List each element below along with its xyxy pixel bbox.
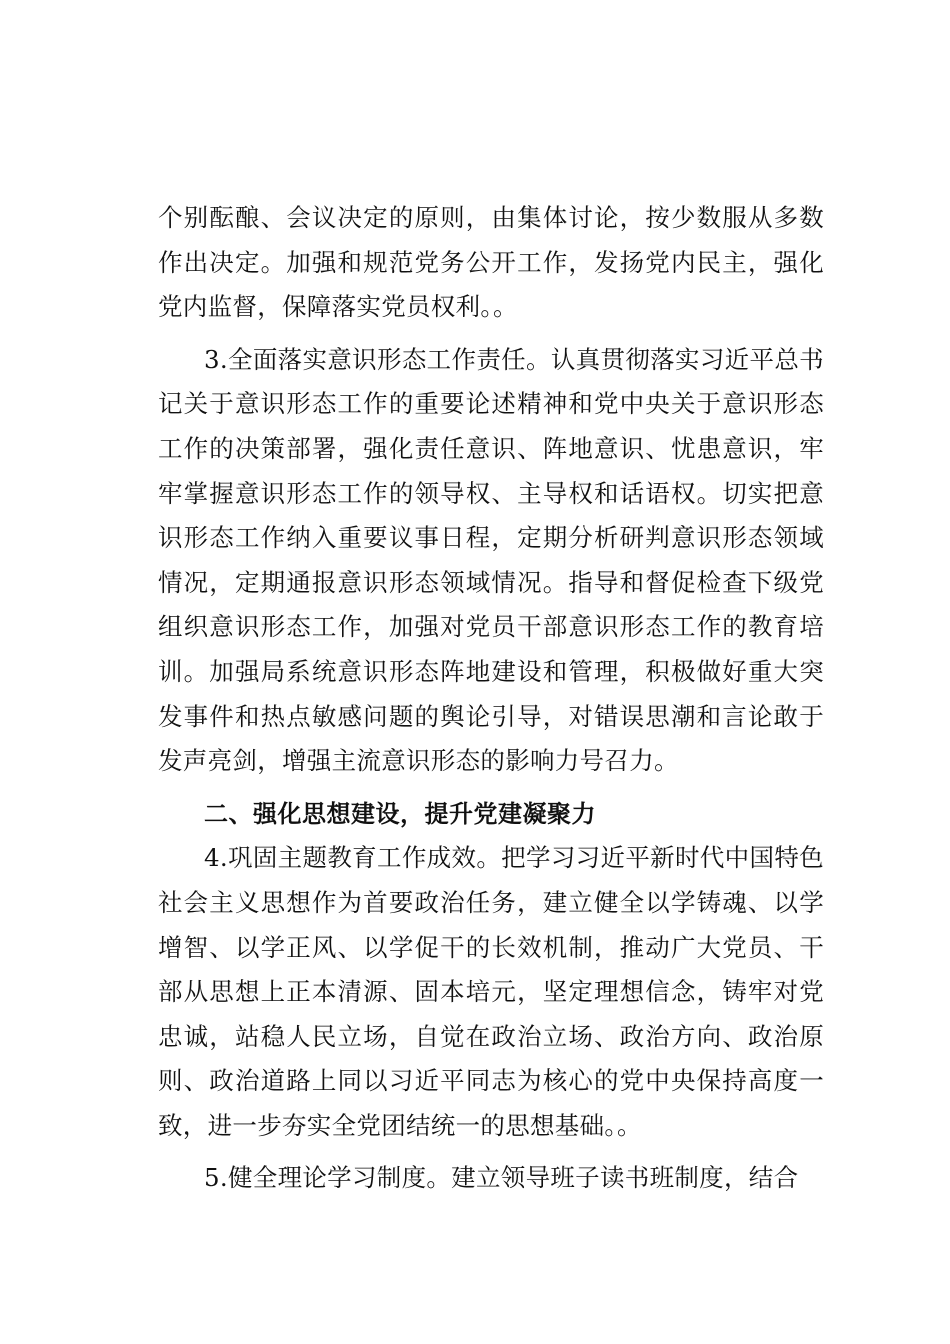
paragraph-continuation: 个别酝酿、会议决定的原则，由集体讨论，按少数服从多数作出决定。加强和规范党务公开工作，发扬党内民主，强化党内监督，保障落实党员权利。。 bbox=[158, 203, 824, 322]
section-heading-2: 二、强化思想建设，提升党建凝聚力 bbox=[204, 799, 596, 828]
paragraph-item-3: 3.全面落实意识形态工作责任。认真贯彻落实习近平总书记关于意识形态工作的重要论述精神和党中央关于意识形态工作的决策部署，强化责任意识、阵地意识、忧患意识，牢牢掌握意识形态工作的领导权、主导权和话语权。切实把意识形态工作纳入重要议事日程，定期分析研判意识形态领域情况，定期通报意识形态领域情况。指导和督促检查下级党组织意识形态工作，加强对党员干部意识形态工作的教育培训。加强局系统意识形态阵地建设和管理，积极做好重大突发事件和热点敏感问题的舆论引导，对错误思潮和言论敢于发声亮剑，增强主流意识形态的影响力号召力。 bbox=[158, 344, 824, 776]
paragraph-item-4: 4.巩固主题教育工作成效。把学习习近平新时代中国特色社会主义思想作为首要政治任务，建立健全以学铸魂、以学增智、以学正风、以学促干的长效机制，推动广大党员、干部从思想上正本清源、固本培元，坚定理想信念，铸牢对党忠诚，站稳人民立场，自觉在政治立场、政治方向、政治原则、政治道路上同以习近平同志为核心的党中央保持高度一致，进一步夯实全党团结统一的思想基础。。 bbox=[158, 843, 824, 1140]
paragraph-item-5: 5.健全理论学习制度。建立领导班子读书班制度，结合 bbox=[204, 1163, 799, 1193]
document-body bbox=[158, 196, 824, 1201]
